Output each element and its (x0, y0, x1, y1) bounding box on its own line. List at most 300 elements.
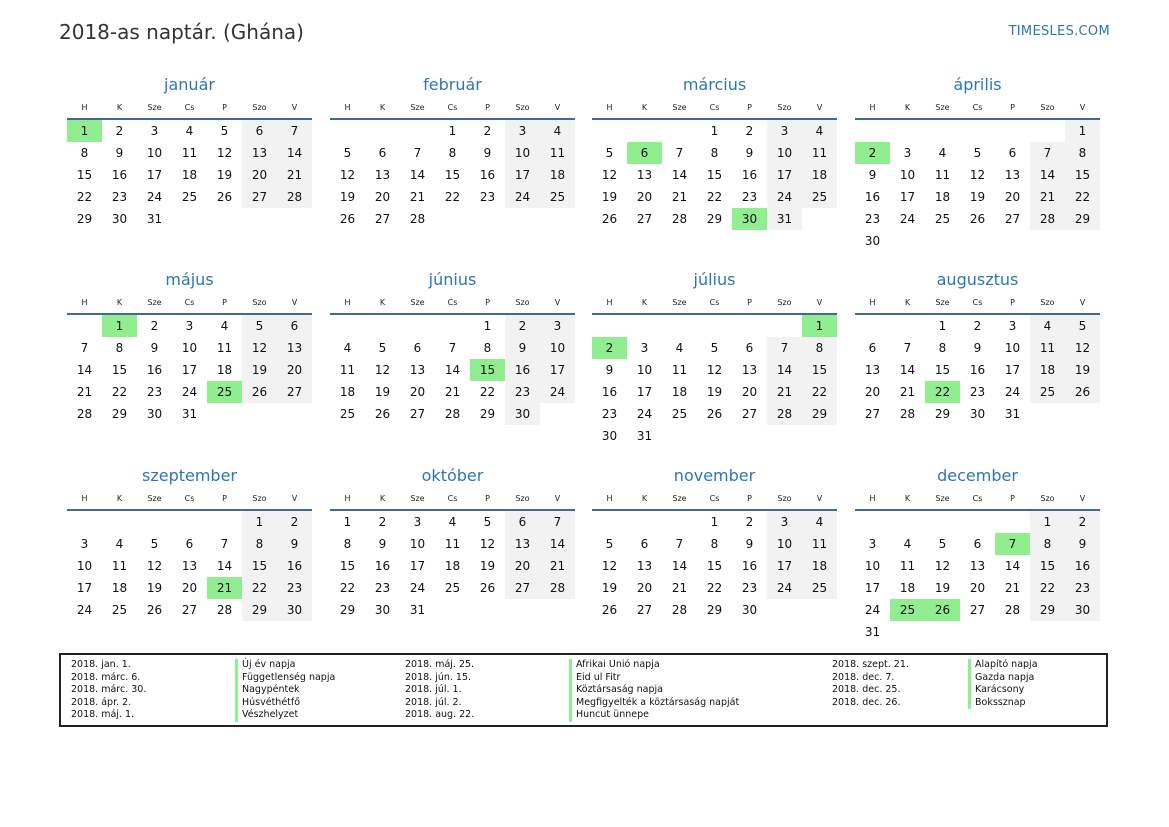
day-cell: 27 (277, 381, 312, 403)
weekday-label: K (379, 298, 386, 307)
weekday-label: Sze (672, 103, 687, 112)
day-cell: 4 (903, 537, 912, 551)
day-cell-empty (855, 120, 890, 142)
month-name: november (673, 466, 756, 485)
day-cell: 16 (969, 363, 986, 377)
weekday-label: K (116, 298, 123, 307)
day-cell: 17 (540, 359, 575, 381)
day-cell: 9 (115, 146, 124, 160)
day-cell: 5 (1065, 315, 1100, 337)
day-grid (330, 120, 575, 230)
day-cell: 26 (242, 381, 277, 403)
day-cell: 14 (409, 168, 426, 182)
month-calendar (855, 265, 1100, 425)
weekday-label: P (485, 298, 490, 307)
holiday-day-cell: 25 (207, 381, 242, 403)
day-cell: 9 (973, 341, 982, 355)
day-cell-empty (697, 315, 732, 337)
day-cell: 10 (636, 363, 653, 377)
day-cell: 15 (706, 559, 723, 573)
day-cell: 12 (339, 168, 356, 182)
weekday-label: H (81, 298, 88, 307)
day-cell: 24 (181, 385, 198, 399)
day-cell: 19 (601, 190, 618, 204)
day-cell: 23 (111, 190, 128, 204)
day-cell: 18 (1030, 359, 1065, 381)
day-cell: 4 (540, 120, 575, 142)
day-cell: 19 (146, 581, 163, 595)
holiday-day-cell: 15 (470, 359, 505, 381)
day-cell: 4 (115, 537, 124, 551)
day-cell: 27 (969, 603, 986, 617)
day-cell: 1 (938, 319, 947, 333)
weekday-label: P (747, 494, 752, 503)
day-cell: 17 (636, 385, 653, 399)
holiday-day-cell: 6 (627, 142, 662, 164)
day-cell: 17 (767, 555, 802, 577)
day-cell: 23 (741, 581, 758, 595)
day-cell: 18 (934, 190, 951, 204)
weekday-label: P (222, 103, 227, 112)
weekday-label: V (291, 103, 298, 112)
day-grid (855, 511, 1100, 643)
weekday-label: P (747, 298, 752, 307)
day-cell: 18 (540, 164, 575, 186)
weekday-header (592, 293, 837, 315)
legend-holiday-name: Afrikai Unió napja (569, 659, 739, 672)
day-cell: 14 (277, 142, 312, 164)
holiday-day-cell: 26 (925, 599, 960, 621)
day-cell-empty (137, 511, 172, 533)
weekday-label: P (1010, 103, 1015, 112)
day-cell: 25 (1030, 381, 1065, 403)
weekday-label: V (1079, 494, 1086, 503)
weekday-label: Sze (935, 298, 950, 307)
day-cell: 10 (864, 559, 881, 573)
day-cell: 18 (181, 168, 198, 182)
legend-date: 2018. aug. 22. (405, 709, 475, 720)
day-cell: 14 (444, 363, 461, 377)
day-cell: 23 (1065, 577, 1100, 599)
day-cell: 18 (339, 385, 356, 399)
day-cell: 8 (483, 341, 492, 355)
legend-date: 2018. jan. 1. (71, 659, 131, 670)
day-cell: 2 (483, 124, 492, 138)
weekday-label: H (869, 298, 876, 307)
day-cell-empty (67, 511, 102, 533)
day-cell: 4 (938, 146, 947, 160)
day-cell: 21 (899, 385, 916, 399)
weekday-header (67, 293, 312, 315)
day-cell: 14 (671, 559, 688, 573)
weekday-label: Szo (1040, 494, 1055, 503)
day-cell: 15 (706, 168, 723, 182)
day-cell: 18 (111, 581, 128, 595)
day-cell: 1 (710, 515, 719, 529)
day-cell-empty (890, 511, 925, 533)
day-cell: 19 (706, 385, 723, 399)
day-cell: 22 (444, 190, 461, 204)
day-cell: 30 (969, 407, 986, 421)
day-cell: 14 (76, 363, 93, 377)
day-cell: 11 (216, 341, 233, 355)
day-cell: 16 (1065, 555, 1100, 577)
day-cell: 21 (76, 385, 93, 399)
legend-holiday-name: Gazda napja (968, 672, 1038, 685)
day-cell: 29 (479, 407, 496, 421)
day-cell: 7 (675, 537, 684, 551)
weekday-header (855, 98, 1100, 120)
legend-date-column (832, 659, 909, 709)
month-name: szeptember (141, 466, 237, 485)
day-cell: 21 (540, 555, 575, 577)
day-cell: 8 (802, 337, 837, 359)
day-cell: 17 (409, 559, 426, 573)
day-cell: 22 (479, 385, 496, 399)
day-cell: 7 (220, 537, 229, 551)
day-cell: 22 (802, 381, 837, 403)
day-cell: 2 (115, 124, 124, 138)
day-cell: 13 (374, 168, 391, 182)
day-cell: 8 (343, 537, 352, 551)
day-cell: 17 (76, 581, 93, 595)
day-cell: 17 (899, 190, 916, 204)
day-cell: 24 (899, 212, 916, 226)
day-cell: 25 (802, 577, 837, 599)
day-cell: 11 (339, 363, 356, 377)
day-cell: 24 (636, 407, 653, 421)
day-cell: 6 (242, 120, 277, 142)
day-cell: 21 (1004, 581, 1021, 595)
day-cell: 3 (903, 146, 912, 160)
holiday-day-cell: 2 (855, 142, 890, 164)
day-cell: 11 (1030, 337, 1065, 359)
day-cell: 19 (216, 168, 233, 182)
day-cell: 7 (767, 337, 802, 359)
day-cell: 9 (483, 146, 492, 160)
day-cell-empty (925, 511, 960, 533)
day-cell: 3 (413, 515, 422, 529)
day-cell: 12 (1065, 337, 1100, 359)
weekday-header (592, 489, 837, 511)
day-cell-empty (172, 511, 207, 533)
weekday-label: Sze (672, 298, 687, 307)
day-cell: 14 (1030, 164, 1065, 186)
weekday-label: V (816, 103, 823, 112)
weekday-label: H (606, 494, 613, 503)
day-cell: 3 (540, 315, 575, 337)
legend-holiday-name: Bokssznap (968, 697, 1038, 710)
legend-date: 2018. ápr. 2. (71, 696, 132, 708)
weekday-label: K (641, 494, 648, 503)
day-cell: 12 (479, 537, 496, 551)
day-cell: 7 (80, 341, 89, 355)
day-cell: 1 (448, 124, 457, 138)
day-cell: 11 (934, 168, 951, 182)
day-cell: 17 (181, 363, 198, 377)
weekday-label: P (485, 494, 490, 503)
weekday-header (330, 98, 575, 120)
day-cell-empty (627, 120, 662, 142)
day-cell: 21 (671, 190, 688, 204)
day-cell-empty (592, 511, 627, 533)
day-cell: 8 (710, 537, 719, 551)
day-cell: 4 (220, 319, 229, 333)
day-cell: 28 (216, 603, 233, 617)
day-cell: 25 (671, 407, 688, 421)
day-cell: 28 (277, 186, 312, 208)
day-cell: 6 (640, 537, 649, 551)
day-cell: 13 (409, 363, 426, 377)
day-cell: 31 (181, 407, 198, 421)
day-cell: 20 (864, 385, 881, 399)
day-cell: 9 (868, 168, 877, 182)
day-cell: 15 (1065, 164, 1100, 186)
legend-holiday-name: Köztársaság napja (569, 684, 739, 697)
day-cell: 19 (479, 559, 496, 573)
day-cell: 26 (601, 212, 618, 226)
day-cell: 26 (706, 407, 723, 421)
day-cell: 8 (1030, 533, 1065, 555)
weekday-label: H (344, 298, 351, 307)
weekday-label: Cs (972, 103, 983, 112)
day-cell-empty (855, 511, 890, 533)
weekday-header (592, 98, 837, 120)
day-grid (592, 315, 837, 447)
weekday-label: Cs (184, 103, 195, 112)
day-cell: 29 (242, 599, 277, 621)
month-calendar (67, 70, 312, 230)
day-cell: 18 (802, 164, 837, 186)
day-grid (592, 511, 837, 621)
day-cell: 16 (741, 559, 758, 573)
legend-date: 2018. máj. 1. (71, 709, 135, 720)
day-cell: 9 (277, 533, 312, 555)
day-cell-empty (435, 315, 470, 337)
month-calendar (67, 265, 312, 425)
weekday-label: Cs (447, 103, 458, 112)
day-grid (855, 120, 1100, 252)
weekday-label: Szo (777, 103, 792, 112)
brand-link[interactable]: TIMESLES.COM (1008, 24, 1110, 39)
day-cell: 13 (1004, 168, 1021, 182)
day-cell: 14 (899, 363, 916, 377)
legend-name-column (235, 659, 335, 722)
day-cell: 13 (505, 533, 540, 555)
day-cell: 19 (601, 581, 618, 595)
day-cell: 5 (378, 341, 387, 355)
legend-date: 2018. szept. 21. (832, 659, 909, 670)
weekday-label: K (379, 103, 386, 112)
day-cell: 25 (111, 603, 128, 617)
weekday-label: K (116, 103, 123, 112)
day-cell: 20 (242, 164, 277, 186)
weekday-label: K (116, 494, 123, 503)
day-cell: 21 (1030, 186, 1065, 208)
day-grid (67, 120, 312, 230)
day-cell: 9 (378, 537, 387, 551)
day-cell: 12 (216, 146, 233, 160)
day-cell: 7 (540, 511, 575, 533)
day-cell: 22 (1065, 186, 1100, 208)
day-cell: 25 (802, 186, 837, 208)
day-cell: 5 (710, 341, 719, 355)
weekday-label: P (222, 298, 227, 307)
weekday-header (855, 489, 1100, 511)
day-cell: 11 (540, 142, 575, 164)
day-cell: 12 (374, 363, 391, 377)
day-cell: 6 (378, 146, 387, 160)
day-cell: 13 (181, 559, 198, 573)
weekday-header (330, 293, 575, 315)
weekday-label: Sze (672, 494, 687, 503)
day-cell: 10 (540, 337, 575, 359)
day-cell: 13 (864, 363, 881, 377)
day-cell: 28 (671, 212, 688, 226)
weekday-label: Cs (972, 298, 983, 307)
day-cell: 29 (1065, 208, 1100, 230)
day-cell-empty (662, 315, 697, 337)
day-cell: 2 (745, 124, 754, 138)
day-cell: 28 (1030, 208, 1065, 230)
day-cell: 5 (150, 537, 159, 551)
weekday-label: K (904, 494, 911, 503)
holiday-day-cell: 1 (67, 120, 102, 142)
weekday-label: Szo (252, 494, 267, 503)
day-cell: 11 (802, 142, 837, 164)
day-cell: 3 (185, 319, 194, 333)
day-grid (592, 120, 837, 230)
legend-name-column (968, 659, 1038, 709)
day-cell: 6 (745, 341, 754, 355)
weekday-label: Sze (410, 298, 425, 307)
weekday-label: Szo (252, 103, 267, 112)
day-cell: 9 (745, 537, 754, 551)
month-calendar (330, 461, 575, 621)
legend-date: 2018. dec. 26. (832, 696, 901, 708)
day-cell: 22 (339, 581, 356, 595)
day-cell: 17 (505, 164, 540, 186)
day-cell: 6 (973, 537, 982, 551)
day-cell: 24 (76, 603, 93, 617)
month-calendar (67, 461, 312, 621)
legend-date: 2018. júl. 2. (405, 696, 462, 708)
day-cell: 8 (938, 341, 947, 355)
day-cell: 11 (802, 533, 837, 555)
day-cell: 26 (339, 212, 356, 226)
day-cell-empty (960, 120, 995, 142)
legend-holiday-name: Húsvéthétfő (235, 697, 335, 710)
day-cell: 1 (343, 515, 352, 529)
day-cell: 30 (741, 603, 758, 617)
day-cell: 1 (1030, 511, 1065, 533)
day-cell: 19 (969, 190, 986, 204)
day-cell: 8 (115, 341, 124, 355)
day-cell: 15 (1030, 555, 1065, 577)
day-cell: 3 (1008, 319, 1017, 333)
day-cell: 12 (146, 559, 163, 573)
weekday-label: V (816, 494, 823, 503)
day-cell: 13 (242, 142, 277, 164)
day-cell: 15 (444, 168, 461, 182)
month-name: augusztus (936, 270, 1019, 289)
day-cell: 25 (444, 581, 461, 595)
day-cell: 15 (934, 363, 951, 377)
month-name: december (937, 466, 1018, 485)
day-cell: 23 (146, 385, 163, 399)
day-cell: 23 (601, 407, 618, 421)
day-cell: 29 (76, 212, 93, 226)
day-cell: 18 (671, 385, 688, 399)
day-cell: 29 (339, 603, 356, 617)
day-cell: 4 (802, 120, 837, 142)
day-cell-empty (592, 315, 627, 337)
weekday-label: P (747, 103, 752, 112)
day-cell: 12 (601, 559, 618, 573)
day-cell: 3 (150, 124, 159, 138)
weekday-label: P (222, 494, 227, 503)
day-cell-empty (890, 315, 925, 337)
day-cell-empty (207, 511, 242, 533)
day-cell: 2 (150, 319, 159, 333)
day-grid (67, 511, 312, 621)
legend-date: 2018. márc. 6. (71, 671, 141, 683)
legend-date: 2018. júl. 1. (405, 684, 462, 695)
weekday-label: H (81, 494, 88, 503)
day-cell: 16 (741, 168, 758, 182)
day-cell: 25 (934, 212, 951, 226)
day-cell: 18 (444, 559, 461, 573)
day-cell: 20 (409, 385, 426, 399)
day-cell: 31 (864, 625, 881, 639)
day-grid (855, 315, 1100, 425)
day-cell: 4 (448, 515, 457, 529)
day-cell: 26 (1065, 381, 1100, 403)
day-cell: 20 (374, 190, 391, 204)
holiday-legend (59, 653, 1108, 727)
day-grid (67, 315, 312, 425)
weekday-label: Szo (515, 298, 530, 307)
month-calendar (592, 461, 837, 621)
weekday-label: Sze (935, 103, 950, 112)
day-cell: 8 (80, 146, 89, 160)
day-cell: 27 (505, 577, 540, 599)
day-cell: 26 (146, 603, 163, 617)
day-cell: 20 (277, 359, 312, 381)
day-cell-empty (1030, 120, 1065, 142)
month-calendar (330, 70, 575, 230)
day-cell: 20 (741, 385, 758, 399)
day-cell: 17 (146, 168, 163, 182)
day-cell: 12 (601, 168, 618, 182)
legend-holiday-name: Karácsony (968, 684, 1038, 697)
day-cell: 30 (277, 599, 312, 621)
day-cell: 17 (864, 581, 881, 595)
month-name: május (165, 270, 214, 289)
weekday-label: K (904, 298, 911, 307)
day-cell: 28 (1004, 603, 1021, 617)
day-cell-empty (995, 120, 1030, 142)
day-cell: 31 (636, 429, 653, 443)
day-cell: 23 (741, 190, 758, 204)
month-calendar (330, 265, 575, 425)
day-cell: 15 (76, 168, 93, 182)
day-cell: 2 (277, 511, 312, 533)
day-cell: 4 (343, 341, 352, 355)
day-cell: 16 (601, 385, 618, 399)
day-cell: 27 (741, 407, 758, 421)
day-cell: 22 (111, 385, 128, 399)
